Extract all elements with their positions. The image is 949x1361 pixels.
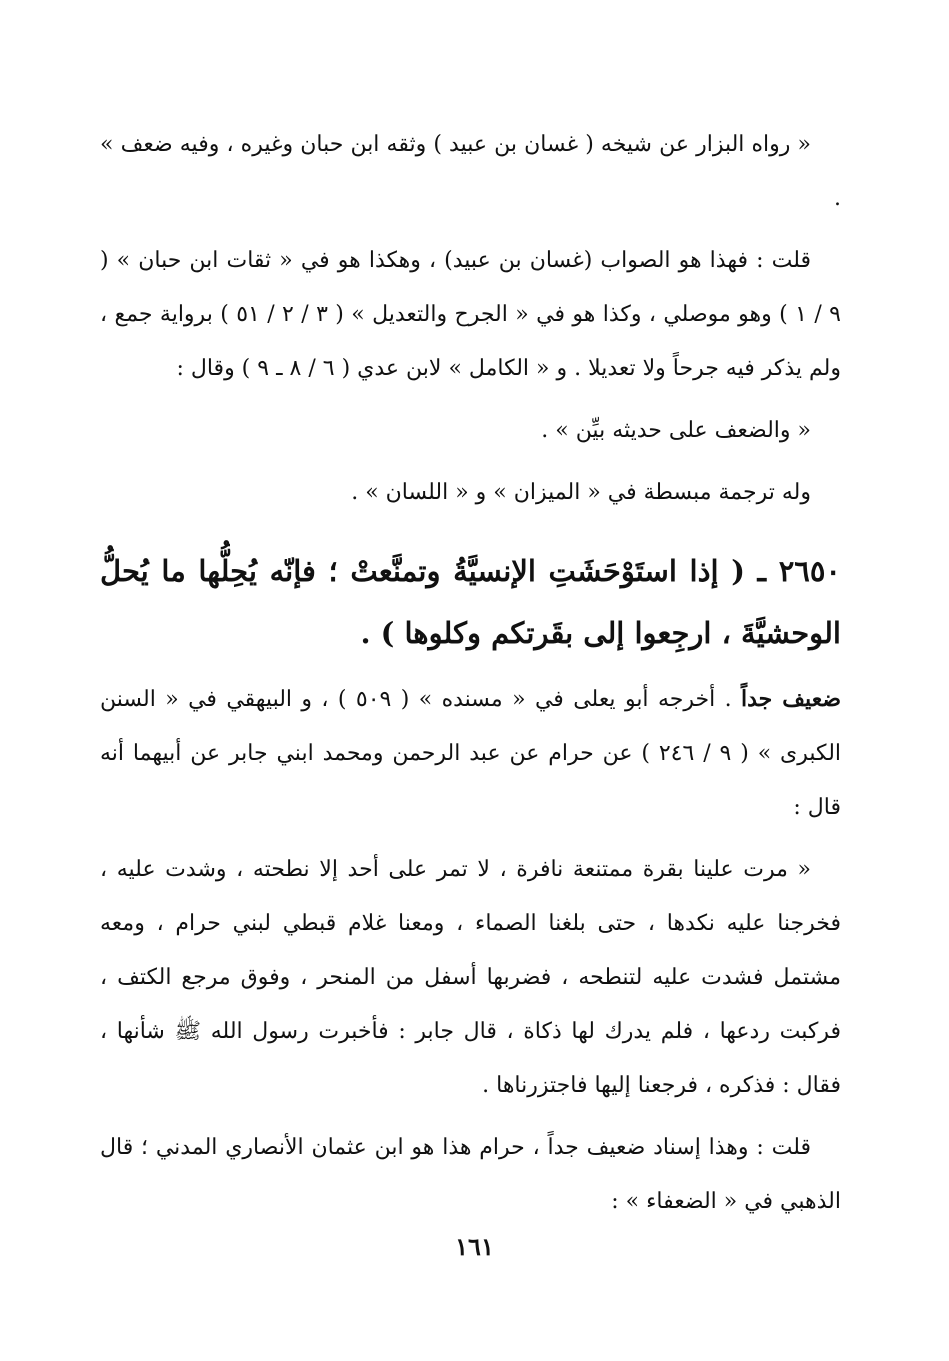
quote-paragraph: « رواه البزار عن شيخه ( غسان بن عبيد ) وثقه ابن حبان وغيره ، وفيه ضعف » .: [100, 132, 841, 211]
page-body: [100, 118, 841, 1237]
page-number: ١٦١: [455, 1232, 494, 1261]
grading-text: . أخرجه أبو يعلى في « مسنده » ( ٥٠٩ ) ، و البيهقي في « السنن الكبرى » ( ٩ / ٢٤٦ ) عن حرام عن عبد الرحمن ومحمد ابني جابر عن أبيهما أنه قال :: [100, 687, 842, 820]
grading-label: ضعيف جداً: [740, 686, 841, 712]
quote-line: « والضعف على حديثه بيِّن » .: [541, 418, 811, 443]
biography-note: وله ترجمة مبسطة في « الميزان » و « اللسان » .: [351, 480, 811, 505]
hadith-heading: ٢٦٥٠ ـ ( إذا استَوْحَشَتِ الإنسيَّةُ وتمنَّعتْ ؛ فإنّه يُحِلُّها ما يُحلُّ الوحشيَّةَ ، ارجِعوا إلى بقَرتكم وكلوها ) .: [100, 554, 841, 650]
grading-paragraph: [100, 672, 841, 835]
commentary-paragraph: قلت : فهذا هو الصواب (غسان بن عبيد) ، وهكذا هو في « ثقات ابن حبان » ( ٩ / ١ ) وهو موصلي ، وكذا هو في « الجرح والتعديل » ( ٣ / ٢ / ٥١ ) برواية جمع ، ولم يذكر فيه جرحاً ولا تعديلا . و « الكامل » لابن عدي ( ٦ / ٨ ـ ٩ ) وقال :: [100, 248, 841, 381]
narration-paragraph: « مرت علينا بقرة ممتنعة نافرة ، لا تمر على أحد إلا نطحته ، وشدت عليه ، فخرجنا عليه نكدها ، حتى بلغنا الصماء ، ومعنا غلام قبطي لبني حرام ، ومعه مشتمل فشدت عليه لتنطحه ، فضربها أسفل من المنحر ، وفوق مرجع الكتف ، فركبت ردعها ، فلم يدرك لها ذكاة ، قال جابر : فأخبرت رسول الله ﷺ شأنها ، فقال : فذكره ، فرجعنا إليها فاجتزرناها .: [100, 857, 841, 1098]
closing-paragraph: قلت : وهذا إسناد ضعيف جداً ، حرام هذا هو ابن عثمان الأنصاري المدني ؛ قال الذهبي في « الضعفاء » :: [100, 1135, 841, 1214]
